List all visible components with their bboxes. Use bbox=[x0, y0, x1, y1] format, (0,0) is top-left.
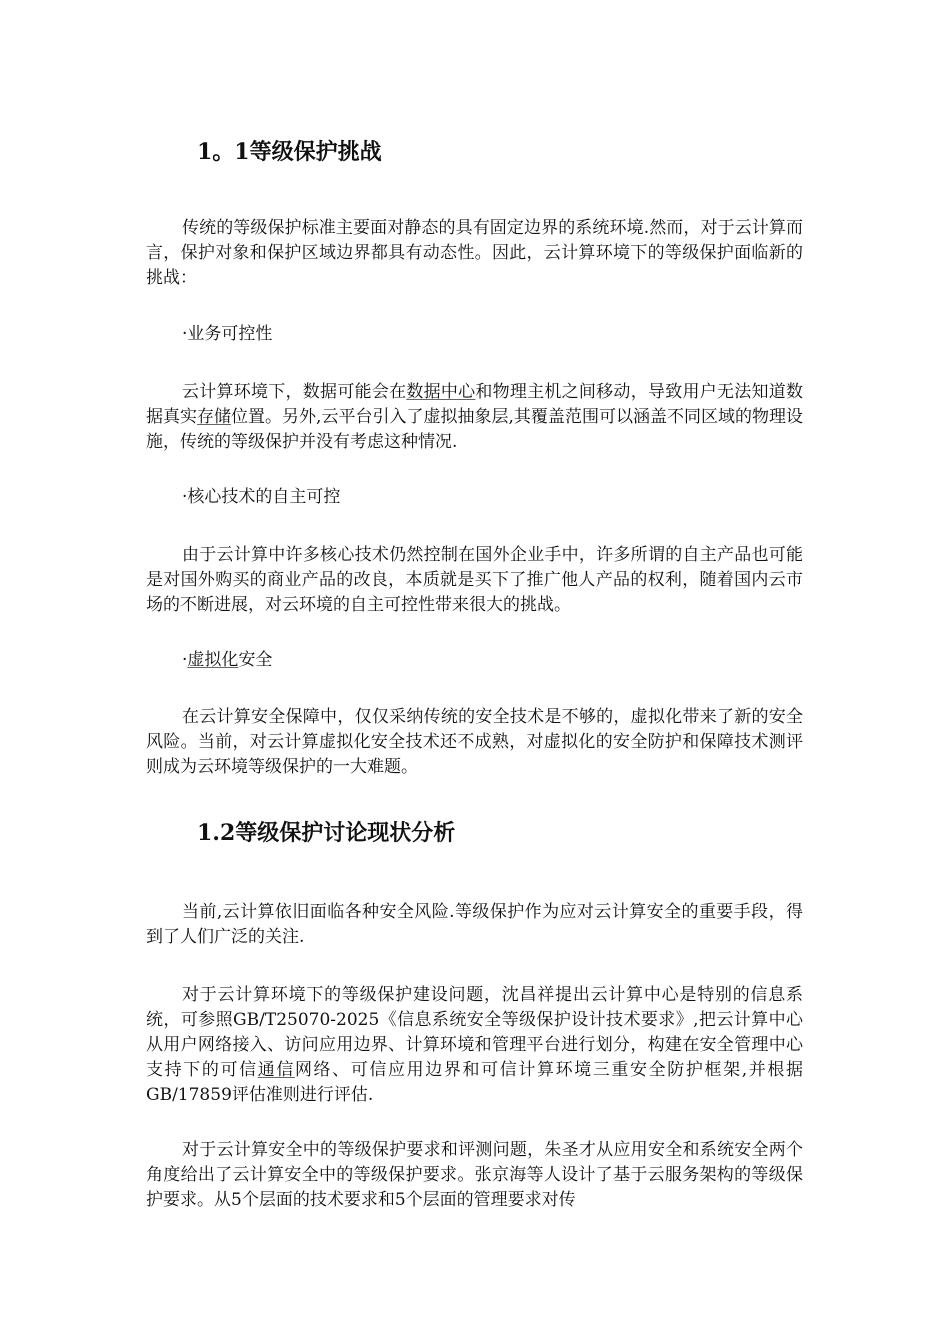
paragraph-business-controllability bbox=[146, 380, 803, 455]
section-heading-1-1: 1。1等级保护挑战 bbox=[197, 139, 382, 165]
text-segment: 位置。另外,云平台引入了虚拟抽象层,其覆盖范围可以涵盖不同区域的物理设施，传统的等级保护并没有考虑这种情况. bbox=[146, 407, 804, 452]
link-storage[interactable]: 存储 bbox=[197, 407, 232, 427]
link-virtualization[interactable]: 虚拟化 bbox=[187, 650, 239, 670]
text-segment: 网络、可信应用边界和可信计算环境三重安全防护框架,并根据GB/17859评估准则进行评估. bbox=[146, 1060, 803, 1105]
bullet-core-tech-autonomy: ·核心技术的自主可控 bbox=[182, 487, 341, 507]
paragraph-requirements-evaluation: 对于云计算安全中的等级保护要求和评测问题，朱圣才从应用安全和系统安全两个角度给出了云计算安全中的等级保护要求。张京海等人设计了基于云服务架构的等级保护要求。从5个层面的技术要求和5个层面的管理要求对传 bbox=[146, 1140, 803, 1210]
paragraph-intro: 传统的等级保护标准主要面对静态的具有固定边界的系统环境.然而，对于云计算而言，保护对象和保护区域边界都具有动态性。因此，云计算环境下的等级保护面临新的挑战： bbox=[146, 218, 803, 288]
paragraph-virtualization-security: 在云计算安全保障中，仅仅采纳传统的安全技术是不够的，虚拟化带来了新的安全风险。当前，对云计算虚拟化安全技术还不成熟，对虚拟化的安全防护和保障技术测评则成为云环境等级保护的一大难题。 bbox=[146, 707, 803, 777]
bullet-virtualization-security bbox=[182, 648, 272, 673]
text-segment: 云计算环境下，数据可能会在 bbox=[182, 382, 407, 402]
link-communication[interactable]: 通信 bbox=[257, 1060, 295, 1080]
paragraph-current-status: 当前,云计算依旧面临各种安全风险.等级保护作为应对云计算安全的重要手段，得到了人们广泛的关注. bbox=[146, 902, 803, 947]
paragraph-construction-issue bbox=[146, 983, 803, 1108]
link-data-center[interactable]: 数据中心 bbox=[406, 382, 476, 402]
text-segment: 安全 bbox=[238, 650, 273, 670]
paragraph-core-tech-autonomy: 由于云计算中许多核心技术仍然控制在国外企业手中，许多所谓的自主产品也可能是对国外购买的商业产品的改良，本质就是买下了推广他人产品的权利，随着国内云市场的不断进展，对云环境的自主可控性带来很大的挑战。 bbox=[146, 545, 803, 615]
bullet-marker: · bbox=[182, 650, 188, 670]
text-segment: 和物理主机之间移动，导致用户无法知道数据真实 bbox=[146, 382, 804, 427]
section-heading-1-2: 1.2等级保护讨论现状分析 bbox=[197, 820, 456, 846]
bullet-business-controllability: ·业务可控性 bbox=[182, 324, 273, 344]
text-segment: 对于云计算环境下的等级保护建设问题，沈昌祥提出云计算中心是特别的信息系统，可参照GB/T25070-2025《信息系统安全等级保护设计技术要求》,把云计算中心从用户网络接入、访问应用边界、计算环境和管理平台进行划分，构建在安全管理中心支持下的可信 bbox=[146, 985, 803, 1080]
